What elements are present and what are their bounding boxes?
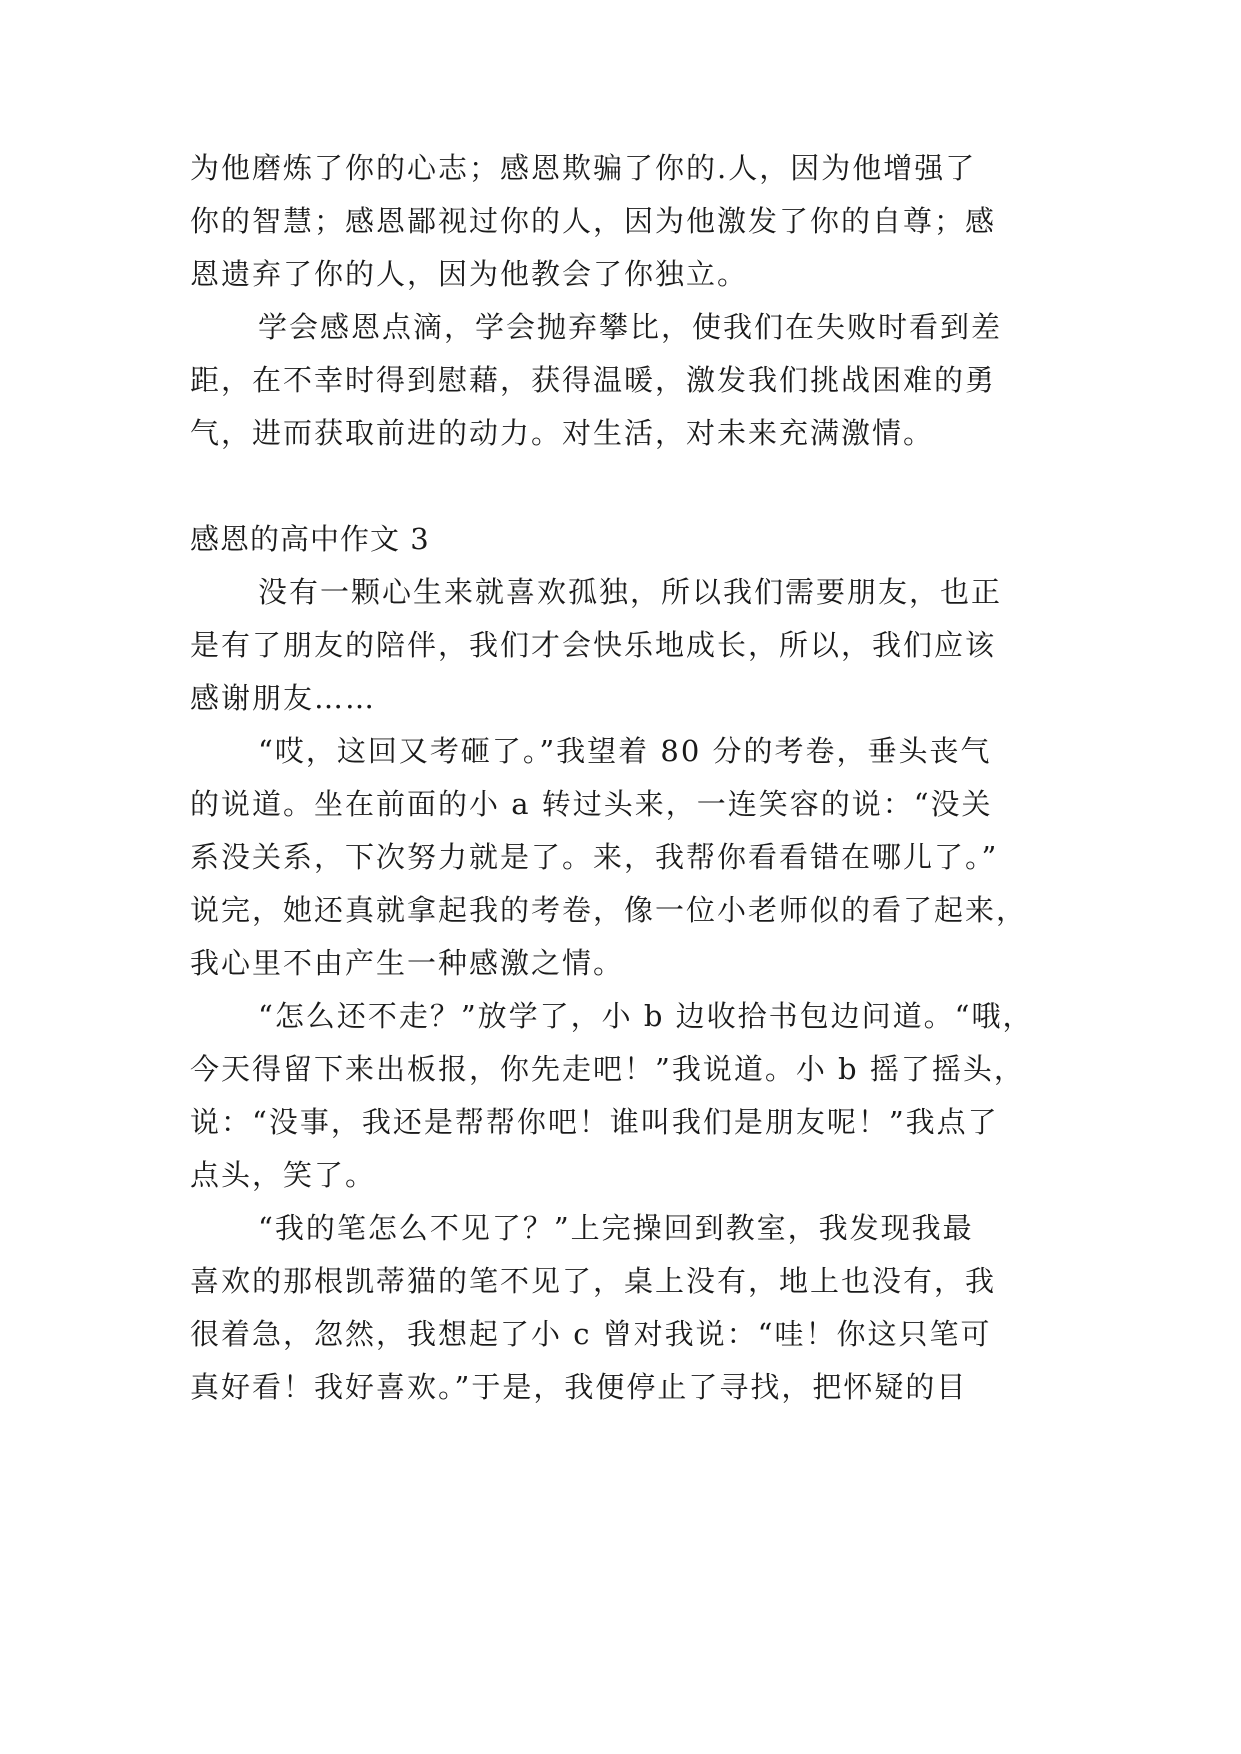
text-line: 为他磨炼了你的心志；感恩欺骗了你的.人，因为他增强了 [190, 151, 977, 185]
text-line: 的说道。坐在前面的小 a 转过头来，一连笑容的说：“没关 [190, 787, 993, 821]
text-line: “我的笔怎么不见了？”上完操回到教室，我发现我最 [258, 1211, 974, 1245]
text-line: 很着急，忽然，我想起了小 c 曾对我说：“哇！你这只笔可 [190, 1317, 992, 1351]
section-title: 感恩的高中作文 3 [190, 522, 430, 556]
text-line: 我心里不由产生一种感激之情。 [190, 946, 625, 980]
text-line: 点头，笑了。 [190, 1158, 377, 1192]
text-line: 恩遗弃了你的人，因为他教会了你独立。 [190, 257, 749, 291]
text-line: “哎，这回又考砸了。”我望着 80 分的考卷，垂头丧气 [258, 734, 992, 768]
text-line: 说：“没事，我还是帮帮你吧！谁叫我们是朋友呢！”我点了 [190, 1105, 999, 1139]
text-line: 没有一颗心生来就喜欢孤独，所以我们需要朋友，也正 [258, 575, 1003, 609]
text-line: 今天得留下来出板报，你先走吧！”我说道。小 b 摇了摇头， [190, 1052, 1025, 1086]
text-line: “怎么还不走？”放学了，小 b 边收拾书包边问道。“哦， [258, 999, 1034, 1033]
text-line: 气，进而获取前进的动力。对生活，对未来充满激情。 [190, 416, 935, 450]
text-line: 感谢朋友…… [190, 681, 377, 715]
text-line: 真好看！我好喜欢。”于是，我便停止了寻找，把怀疑的目 [190, 1370, 968, 1404]
text-line: 说完，她还真就拿起我的考卷，像一位小老师似的看了起来， [190, 893, 1028, 927]
text-line: 喜欢的那根凯蒂猫的笔不见了，桌上没有，地上也没有，我 [190, 1264, 997, 1298]
text-line: 你的智慧；感恩鄙视过你的人，因为他激发了你的自尊；感 [190, 204, 997, 238]
text-line: 是有了朋友的陪伴，我们才会快乐地成长，所以，我们应该 [190, 628, 997, 662]
text-line: 学会感恩点滴，学会抛弃攀比，使我们在失败时看到差 [258, 310, 1003, 344]
text-line: 系没关系，下次努力就是了。来，我帮你看看错在哪儿了。” [190, 840, 999, 874]
text-line: 距，在不幸时得到慰藉，获得温暖，激发我们挑战困难的勇 [190, 363, 997, 397]
